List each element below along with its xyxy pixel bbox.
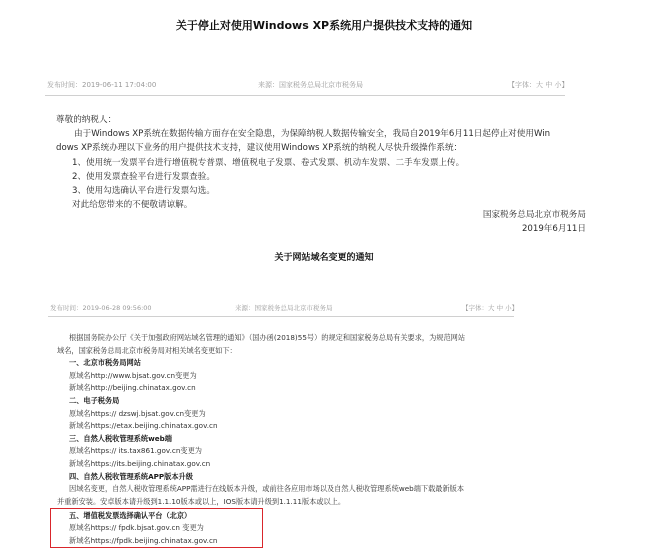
notice2-section-heading: 四、自然人税收管理系统APP版本升级 <box>69 471 193 481</box>
notice2-section-heading: 二、电子税务局 <box>69 395 120 405</box>
notice1-body <box>56 113 550 212</box>
notice2-source: 来源：国家税务总局北京市税务局 <box>235 304 333 312</box>
notice1-divider <box>45 95 565 96</box>
notice2-new-domain: 新域名https://etax.beijing.chinatax.gov.cn <box>69 421 218 431</box>
notice1-item: 3、使用勾选确认平台进行发票勾选。 <box>72 186 215 197</box>
notice1-signature-block <box>300 208 586 236</box>
notice1-item: 2、使用发票查验平台进行发票查验。 <box>72 171 215 182</box>
notice2-intro-line: 根据国务院办公厅《关于加强政府网站域名管理的通知》（国办函(2018)55号）的规定和国家税务总局有关要求，为规范网站 <box>69 333 466 342</box>
notice1-item: 1、使用统一发票平台进行增值税专普票、增值税电子发票、卷式发票、机动车发票、二手车发票上传。 <box>72 157 465 168</box>
notice2-section-heading: 一、北京市税务局网站 <box>69 358 141 368</box>
notice2-section4-line: 并重新安装。安卓版本请升级到1.1.10版本或以上，IOS版本请升级到1.1.11版本或以上。 <box>57 496 346 506</box>
notice2-old-domain: 原域名https:// dzswj.bjsat.gov.cn变更为 <box>69 408 206 418</box>
notice1-para-line: dows XP系统办理以下业务的用户提供技术支持，建议使用Windows XP系统的纳税人尽快升级操作系统： <box>56 143 463 154</box>
notice1-date: 2019年6月11日 <box>521 224 586 235</box>
notice1-greeting: 尊敬的纳税人： <box>56 115 117 125</box>
notice2-title: 关于网站域名变更的通知 <box>274 253 374 263</box>
notice2-old-domain: 原域名https:// its.tax861.gov.cn变更为 <box>69 446 202 456</box>
notice1-source: 来源：国家税务总局北京市税务局 <box>258 81 363 89</box>
notice1-signature: 国家税务总局北京市税务局 <box>482 210 586 220</box>
notice2-new-domain: 新域名https://its.beijing.chinatax.gov.cn <box>69 458 211 468</box>
notice1-publish-time: 发布时间：2019-06-11 17:04:00 <box>47 81 157 89</box>
notice2-section4-line: 因域名变更，自然人税收管理系统APP需进行在线版本升级，或前往各应用市场以及自然人税收管理系统web端下载最新版本 <box>69 484 465 494</box>
notice2-divider <box>48 316 514 317</box>
notice1-closing: 对此给您带来的不便敬请谅解。 <box>72 200 193 211</box>
notice2-intro-line: 域名，国家税务总局北京市税务局对相关域名变更如下： <box>57 345 237 355</box>
notice2-body <box>57 332 465 508</box>
notice2-new-domain: 新域名http://beijing.chinatax.gov.cn <box>69 383 196 393</box>
notice1-title: 关于停止对使用Windows XP系统用户提供技术支持的通知 <box>175 19 473 32</box>
notice2-publish-time: 发布时间：2019-06-28 09:56:00 <box>50 304 152 312</box>
notice1-font-size-control[interactable]: 【字体：大 中 小】 <box>508 81 569 89</box>
notice2-new-domain: 新域名https://fpdk.beijing.chinatax.gov.cn <box>69 535 218 545</box>
notice2-section-heading: 三、自然人税收管理系统web端 <box>69 433 172 443</box>
notice2-section-heading: 五、增值税发票选择确认平台（北京） <box>69 511 192 520</box>
notice2-old-domain: 原域名https:// fpdk.bjsat.gov.cn 变更为 <box>69 523 204 533</box>
notice2-font-size-control[interactable]: 【字体：大 中 小】 <box>462 304 519 312</box>
notice2-section5 <box>57 510 217 547</box>
notice2-old-domain: 原域名http://www.bjsat.gov.cn变更为 <box>69 370 197 380</box>
notice1-para-line: 由于Windows XP系统在数据传输方面存在安全隐患，为保障纳税人数据传输安全，我局自2019年6月11日起停止对使用Win <box>74 129 551 140</box>
